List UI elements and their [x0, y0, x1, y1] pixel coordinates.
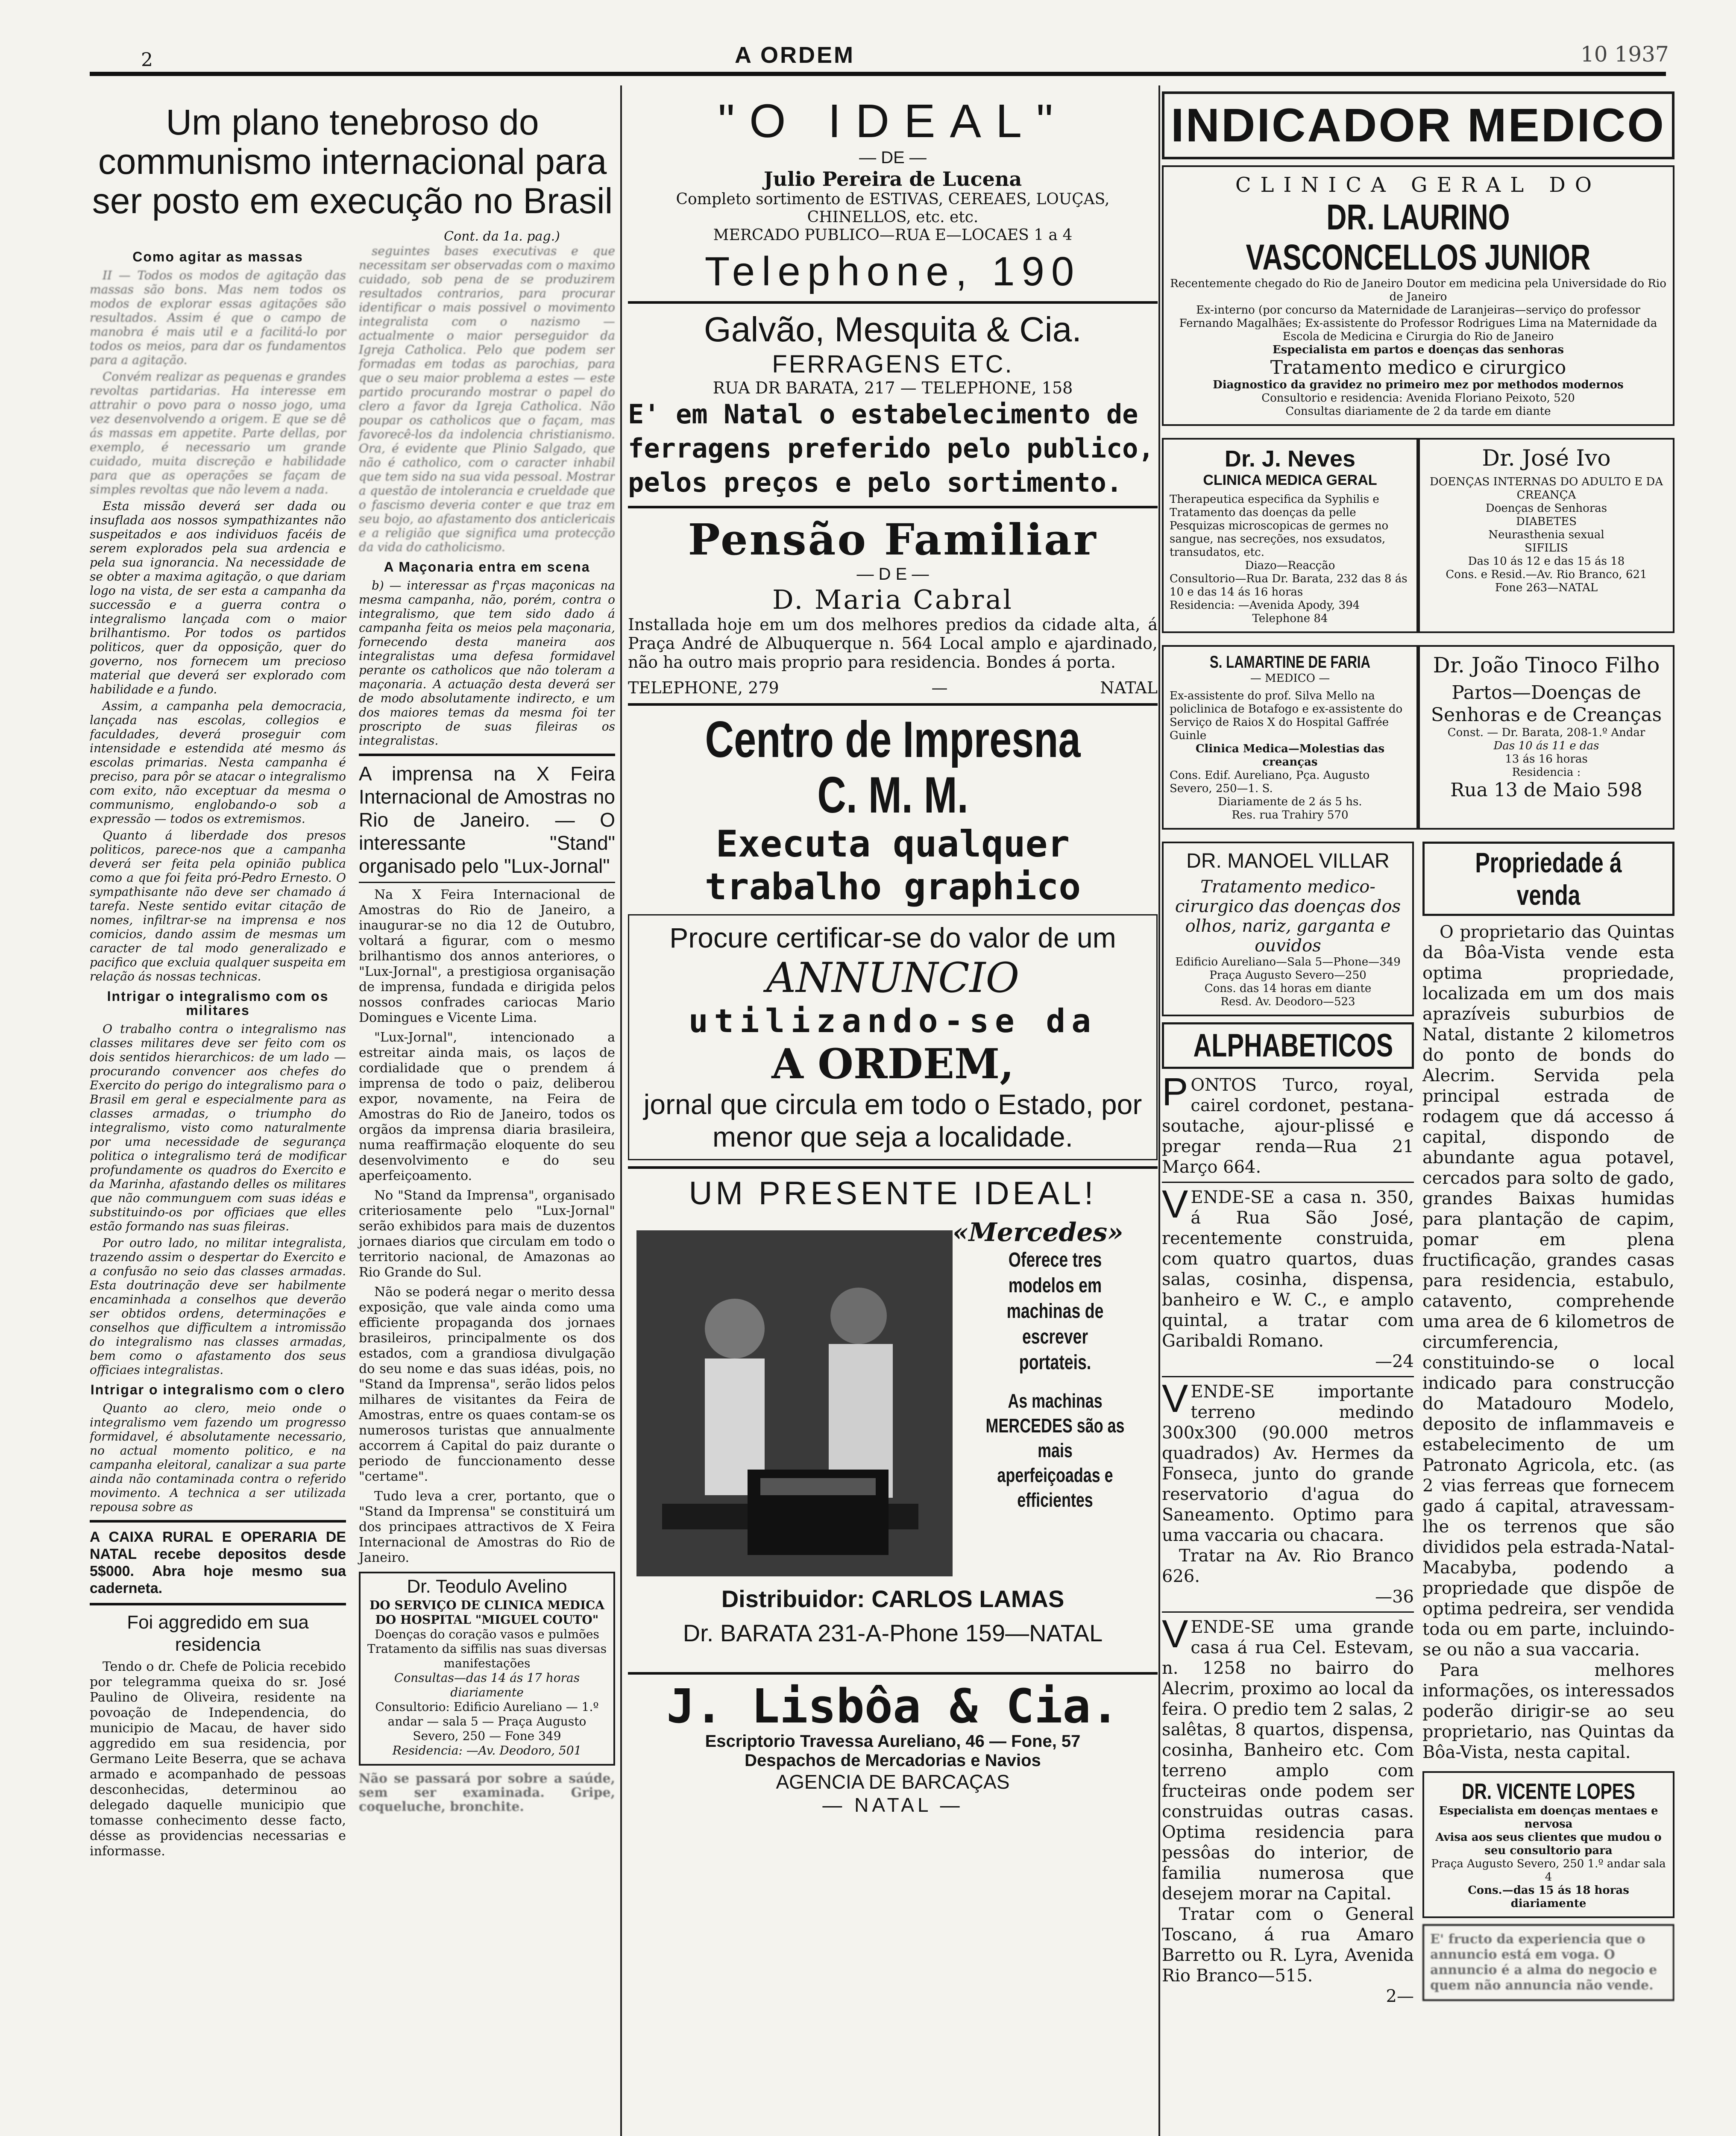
drop-cap: V — [1162, 1612, 1188, 1656]
villar-line: Tratamento medico-cirurgico das doenças dos olhos, nariz, garganta e ouvidos — [1175, 877, 1401, 956]
lisboa-ad — [628, 1681, 1158, 1816]
drop-cap: V — [1162, 1182, 1188, 1226]
classified-text: Tratar na Av. Rio Branco 626. — [1162, 1546, 1414, 1586]
laurino-line: Recentemente chegado do Rio de Janeiro Doutor em medicina pela Universidade do Rio de Janeiro — [1170, 277, 1666, 303]
villar-ad — [1162, 842, 1414, 1016]
classified-number: —24 — [1375, 1352, 1414, 1371]
bottom-notice: Não se passará por sobre a saúde, sem ser examinada. Gripe, coqueluche, bronchite. — [359, 1771, 615, 1814]
ideal-ad-de: — DE — — [859, 148, 927, 167]
ivo-ad — [1418, 438, 1674, 633]
galvao-ad-title: Galvão, Mesquita & Cia. — [704, 310, 1082, 349]
pensao-ad-dash: — — [931, 678, 948, 697]
lisboa-ad-title: J. Lisbôa & Cia. — [666, 1679, 1119, 1734]
caixa-rural-ad: A CAIXA RURAL E OPERARIA DE NATAL recebe depositos desde 5$000. Abra hoje mesmo sua caderneta. — [90, 1529, 346, 1596]
classified-text: ENDE-SE a casa n. 350, á Rua São José, recentemente construida, com quatro quartos, duas salas, cosinha, dispensa, banheiro e W. C., e amplo quintal, a tratar com Garibaldi Romano. — [1162, 1188, 1414, 1351]
lower-right-columns — [1162, 836, 1674, 2007]
article-body — [90, 244, 615, 1862]
mercedes-ad — [628, 1175, 1158, 1666]
neves-line: Diazo—Reacção — [1245, 559, 1335, 572]
article-paragraph: Quanto ao clero, meio onde o integralismo vem fazendo um progresso formidavel, é absolutamente necessario, no actual momento politico, e na campanha eleitoral, canalizar a sua parte ainda não contaminada contra o referido movimento. A technica a ser utilizada repousa sobre as — [90, 1401, 346, 1514]
promo-line: Procure certificar-se do valor de um — [669, 922, 1116, 954]
lopes-line: Praça Augusto Severo, 250 1.º andar sala 4 — [1431, 1857, 1666, 1884]
indicador-title: INDICADOR MEDICO — [1171, 99, 1666, 152]
ad-line: DO SERVIÇO DE CLINICA MEDICA DO HOSPITAL "MIGUEL COUTO" — [369, 1598, 605, 1627]
article-headline: Um plano tenebroso do communismo internacional para ser posto em execução no Brasil — [92, 102, 613, 221]
mercedes-address: Dr. BARATA 231-A-Phone 159—NATAL — [683, 1620, 1103, 1646]
ivo-line: Doenças de Senhoras — [1485, 502, 1607, 515]
ad-line: Residencia: —Av. Deodoro, 501 — [392, 1743, 582, 1758]
pensao-ad-title: Pensão Familiar — [688, 514, 1098, 565]
story-body — [359, 887, 615, 1566]
ad-line: Consultorio: Edificio Aureliano — 1.º andar — sala 5 — Praça Augusto Severo, 250 — Fone 349 — [375, 1700, 599, 1743]
pensao-ad-desc: Installada hoje em um dos melhores predios da cidade alta, á Praça André de Albuquerque n. 564 Local amplo e ajardinado, não ha outro mais proprio para residencia. Bondes á porta. — [628, 615, 1158, 672]
tinoco-line: Rua 13 de Maio 598 — [1450, 779, 1642, 801]
laurino-line: Diagnostico da gravidez no primeiro mez por methodos modernos — [1213, 378, 1624, 391]
mercedes-offer: Oferece tres modelos em machinas de escrever portateis. — [1006, 1249, 1104, 1374]
propriedade-ad — [1422, 922, 1674, 1763]
issue-date: 10 1937 — [1581, 42, 1669, 67]
section-heading: Intrigar o integralismo com o clero — [90, 1382, 346, 1397]
ivo-line: DOENÇAS INTERNAS DO ADULTO E DA CREANÇA — [1429, 475, 1663, 502]
section-heading: Intrigar o integralismo com os militares — [107, 989, 329, 1018]
masthead-rule — [90, 72, 1666, 76]
divider — [90, 1603, 346, 1605]
ivo-name: Dr. José Ivo — [1482, 446, 1611, 471]
mercedes-ad-title: UM PRESENTE IDEAL! — [689, 1175, 1097, 1212]
article-paragraph: seguintes bases executivas e que necessitam ser observadas com o maximo cuidado, sob pena de se produzirem resultados contrarios, para procurar identificar o mais possivel o movimento integralista com o nazismo — actualmente o maior perseguidor da Igreja Catholica. Pelo que podem ser formadas em todas as parochias, para que o seu maior problema a estes — este partido procurando mostrar o papel do clero a favor da Igreja Catholica. Não poupar os catholicos que o façam, mas favorecê-los da indolencia christianismo. Ora, é evidente que Plinio Salgado, que não é catholico, com o caracter inhabil que tem sido na sua vida pessoal. Mostrar a questão de intolerancia e crueldade que o fascismo deveria conter e que traz em seu bojo, ao afastamento dos anticlericais e a religião que significa uma protecção da vida do catholicismo. — [359, 244, 615, 554]
classified-vende-3 — [1162, 1612, 1414, 1904]
pensao-ad-phone: TELEPHONE, 279 — [628, 678, 779, 697]
column-middle — [628, 85, 1158, 2136]
classified-text: Tratar com o General Toscano, á rua Amaro Barretto ou R. Lyra, Avenida Rio Branco—515. — [1162, 1904, 1414, 1986]
story-paragraph: Não se poderá negar o merito dessa exposição, que vale ainda como uma efficiente propaganda dos jornaes brasileiros, principalmente os dos estados, com a grandiosa divulgação do seu nome e das suas idéas, pois, no "Stand da Imprensa", serão lidos pelos milhares de visitantes da Feira de Amostras, entre os quaes contam-se os numerosos turistas que annualmente accorrem á Capital do paiz durante o periodo de funccionamento desse "certame". — [359, 1285, 615, 1484]
mercedes-offer-2: As machinas MERCEDES são as mais aperfeiçoadas e efficientes — [985, 1390, 1125, 1511]
galvao-ad-subtitle: FERRAGENS ETC. — [772, 350, 1014, 378]
article-paragraph: Assim, a campanha pela democracia, lançada nas escolas, collegios e faculdades, deverá proseguir com intensidade e estendida até mesmo ás escolas primarias. Nesta campanha é preciso, para pôr se atacar o integralismo com exito, não exceptuar da mesma o communismo, englobando-o sob a expressão — todos os extremismos. — [90, 699, 346, 826]
column-left — [90, 85, 615, 2136]
classified-text: ENDE-SE importante terreno medindo 300x300 (90.000 metros quadrados) Av. Hermes da Fonseca, junto do grande reservatorio d'agua do Saneamento. Optimo para uma vaccaria ou chacara. — [1162, 1382, 1414, 1545]
classified-number: 2— — [1386, 1986, 1414, 2006]
divider — [628, 703, 1158, 706]
divider — [1162, 1611, 1414, 1613]
divider — [628, 1672, 1158, 1675]
faria-line: Ex-assistente do prof. Silva Mello na policlinica de Botafogo e ex-assistente do Serviço de Raios X do Hospital Gaffrée Guinle — [1170, 690, 1403, 742]
newspaper-title: A ORDEM — [735, 42, 855, 68]
laurino-line: Ex-interno (por concurso da Maternidade de Laranjeiras—serviço do professor Fernando Magalhães; Ex-assistente do Professor Rodrigues Lima na Maternidade da Escola de Medicina e Cirurgia do Rio de Janeiro — [1179, 304, 1657, 343]
villar-line: Resd. Av. Deodoro—523 — [1220, 995, 1355, 1008]
story-headline: A imprensa na X Feira Internacional de Amostras no Rio de Janeiro. — O interessante "Stand" organisado pelo "Lux-Jornal" — [359, 763, 615, 877]
tinoco-line: Residencia : — [1512, 766, 1581, 779]
divider — [628, 301, 1158, 304]
column-right — [1162, 85, 1674, 2136]
divider — [1162, 1376, 1414, 1377]
ad-line: Doenças do coração vasos e pulmões — [375, 1627, 599, 1641]
neves-line: Therapeutica especifica da Syphilis e Tratamento das doenças da pelle Pesquizas microscopicas de germes no sangue, nas secreções, nos exsudatos, transudatos, etc. — [1170, 493, 1389, 559]
faria-line: Cons. Edif. Aureliano, Pça. Augusto Severo, 250—1. S. — [1170, 769, 1370, 795]
divider — [1162, 1182, 1414, 1183]
lower-right-col-b — [1422, 836, 1674, 2007]
story-paragraph: Tudo leva a crer, portanto, que o "Stand da Imprensa" se constituirá um dos principaes attractivos de X Feira Internacional de Amostras do Rio de Janeiro. — [359, 1489, 615, 1565]
masthead — [0, 0, 1736, 73]
promo-annuncio: ANNUNCIO — [766, 954, 1020, 1002]
promo-line: jornal que circula em todo o Estado, por menor que seja a localidade. — [643, 1089, 1142, 1153]
classified-ads — [1162, 1070, 1414, 2007]
mercedes-distributor: Distribuidor: CARLOS LAMAS — [721, 1585, 1064, 1612]
divider — [359, 754, 615, 756]
classified-pontos — [1162, 1070, 1414, 1177]
lopes-line: Avisa aos seus clientes que mudou o seu consultorio para — [1435, 1831, 1662, 1857]
article-paragraph: Quanto á liberdade dos presos politicos, parece-nos que a campanha deverá ser feita pela opinião publica como a que foi feita pró-Pedro Ernesto. O sympathisante não deve ser chamado á tarefa. Neste sentido evitar citação de nomes, infiltrar-se na imprensa e nos comicios, dando assim de mesmas um caracter de tal modo generalizado e pacifico que excluia qualquer suspeita em relação ás nossas technicas. — [90, 828, 346, 983]
typewriter-illustration — [636, 1230, 953, 1576]
ivo-line: Neurasthenia sexual — [1488, 528, 1604, 541]
tinoco-ad — [1418, 645, 1674, 830]
alphabeticos-title: ALPHABETICOS — [1193, 1027, 1393, 1064]
story-paragraph: No "Stand da Imprensa", organisado criteriosamente pelo "Lux-Jornal" serão exhibidos para mais de duzentos jornaes diarios que circulam em todo o territorio nacional, de Amazonas ao Rio Grande do Sul. — [359, 1188, 615, 1280]
article-paragraph: II — Todos os modos de agitação das massas são bons. Mas nem todos os modos de explorar essas agitações são resultados. Assim é que o campo de manobra é mais util e a facilitá-lo por todos os meios, para dar os fundamentos para a agitação. — [90, 268, 346, 367]
ivo-line: DIABETES — [1516, 515, 1577, 528]
divider — [359, 882, 615, 883]
promo-line: utilizando-se da — [688, 1002, 1097, 1040]
laurino-line: Especialista em partos e doenças das senhoras — [1272, 343, 1564, 356]
ideal-ad-desc: Completo sortimento de ESTIVAS, CEREAES, LOUÇAS, CHINELLOS, etc. etc. — [676, 191, 1110, 226]
ivo-line: Cons. e Resid.—Av. Rio Branco, 621 — [1446, 568, 1647, 581]
doctor-ads-row-2 — [1162, 639, 1674, 836]
ivo-line: SIFILIS — [1525, 542, 1568, 555]
classified-vende-1 — [1162, 1182, 1414, 1351]
article-paragraph: Convém realizar as pequenas e grandes revoltas partidarias. Ha interesse em attrahir o povo para o nosso jogo, uma vez desenvolvendo a origem. E que se dê ás massas em appetite. Parte dellas, por exemplo, é necessario um grande cuidado, muita discreção e habilidade para que as operações se façam de simples revoltas que não levem a nada. — [90, 370, 346, 496]
faria-name: S. LAMARTINE DE FARIA — [1209, 653, 1371, 672]
classified-vende-2 — [1162, 1377, 1414, 1546]
article-paragraph: O trabalho contra o integralismo nas classes militares deve ser feito com os dois sentidos hierarchicos: de um lado — procurando convencer aos chefes do Exercito do perigo do integralismo para o Brasil em geral e especialmente para as classes armadas, o triumpho do integralismo, visto como naturalmente por uma necessidade de segurança politica o integralismo terá de modificar profundamente os quadros do Exercito e da Marinha, afastando delles os militares que não communguem com suas idéas e substituindo-os por officiaes que elles estão formando nas suas fileiras. — [90, 1022, 346, 1233]
tinoco-line: Das 10 ás 11 e das — [1493, 739, 1599, 752]
tinoco-line: 13 ás 16 horas — [1505, 753, 1588, 766]
article-subcolumn-left — [90, 244, 346, 1862]
lopes-ad — [1422, 1771, 1674, 1918]
centro-ad-title: Centro de Impresna C. M. M. — [705, 711, 1081, 824]
lisboa-ad-line: Despachos de Mercadorias e Navios — [745, 1751, 1041, 1770]
centro-impresna-ad — [628, 712, 1158, 908]
page-number: 2 — [141, 49, 153, 71]
pensao-ad-de: — D E — — [856, 565, 929, 584]
drop-cap: V — [1162, 1377, 1188, 1420]
column-rule — [1158, 85, 1160, 2136]
annuncio-promo — [628, 914, 1158, 1160]
villar-line: Cons. das 14 horas em diante — [1204, 982, 1372, 995]
faria-line: Diariamente de 2 ás 5 hs. — [1218, 795, 1362, 808]
laurino-ad — [1162, 165, 1674, 426]
lopes-line: Cons.—das 15 ás 18 horas diariamente — [1468, 1884, 1629, 1910]
article-paragraph: Por outro lado, no militar integralista, trazendo assim o despertar do Exercito e a confusão no seio das classes armadas. Esta doutrinação deve ser habilmente encaminhada a conselhos que deverão ser obtidos ordens, determinações e conselhos que difficultem a intromissão do integralismo nas classes armadas, bem como o afastamento dos seus officiaes integralistas. — [90, 1236, 346, 1377]
ad-line: Tratamento da siffilis nas suas diversas manifestações — [367, 1642, 607, 1670]
faria-line: Res. rua Trahiry 570 — [1232, 809, 1349, 822]
classified-text: ENDE-SE uma grande casa á rua Cel. Estevam, n. 1258 no bairro do Alecrim, proximo ao local da feira. O predio tem 2 salas, 2 salêtas, 8 quartos, dispensa, cosinha, Banheiro etc. Com terreno amplo com fructeiras onde podem ser construidas outras casas. Optima residencia para pessôas do interior, de familia numerosa que desejem morar na Capital. — [1162, 1617, 1414, 1904]
ideal-ad-phone: Telephone, 190 — [704, 249, 1081, 294]
neves-name: Dr. J. Neves — [1224, 446, 1356, 472]
neves-line: Telephone 84 — [1252, 612, 1328, 625]
mercedes-brand: «Mercedes» — [953, 1218, 1123, 1247]
pensao-ad-footer — [628, 678, 1158, 697]
laurino-line: Consultorio e residencia: Avenida Floriano Peixoto, 520 — [1261, 392, 1575, 405]
neves-line: Residencia: —Avenida Apody, 394 — [1170, 599, 1360, 612]
faria-ad — [1162, 645, 1418, 830]
divider — [90, 1520, 346, 1523]
typewriter-image — [636, 1230, 953, 1576]
story-paragraph: "Lux-Jornal", intencionado a estreitar ainda mais, os laços de cordialidade que o prendem á imprensa de todo o paiz, deliberou expor, novamente, na Feira de Amostras do Rio de Janeiro, todos os orgãos da imprensa diaria brasileira, numa reaffirmação eloquente do seu desenvolvimento e do seu aperfeiçoamento. — [359, 1030, 615, 1183]
lower-right-col-a — [1162, 836, 1414, 2007]
lisboa-ad-line: Escriptorio Travessa Aureliano, 46 — Fone, 57 — [705, 1732, 1081, 1751]
ideal-ad-address: MERCADO PUBLICO—RUA E—LOCAES 1 a 4 — [713, 226, 1073, 244]
section-heading: Como agitar as massas — [132, 249, 303, 264]
tinoco-name: Dr. João Tinoco Filho — [1433, 653, 1660, 678]
classified-number: —36 — [1375, 1587, 1414, 1607]
laurino-line: Tratamento medico e cirurgico — [1270, 357, 1566, 378]
villar-line: Edificio Aureliano—Sala 5—Phone—349 — [1175, 956, 1401, 968]
galvao-ad-address: RUA DR BARATA, 217 — TELEPHONE, 158 — [713, 378, 1073, 397]
villar-line: Praça Augusto Severo—250 — [1209, 969, 1367, 982]
section-heading: A Maçonaria entra em scena — [384, 559, 590, 575]
article-paragraph: b) — interessar as f'rças maçonicas na mesma campanha, não, porém, contra o integralismo, que tem sido dado á campanha feita os meios pela maçonaria, fornecendo desta maneira aos integralistas uma defesa formidavel perante os catholicos que não toleram a maçonaria. A actuação desta deverá ser de modo absolutamente indirecto, e um dos maiores temas da mesma foi ter proscripto de suas fileiras os integralistas. — [359, 578, 615, 748]
ivo-line: Fone 263—NATAL — [1495, 581, 1598, 594]
pensao-ad-owner: D. Maria Cabral — [772, 584, 1014, 615]
faria-sub: — MEDICO — — [1250, 672, 1330, 685]
centro-ad-slogan: Executa qualquer trabalho graphico — [704, 823, 1081, 908]
villar-name: DR. MANOEL VILLAR — [1186, 850, 1390, 872]
column-rule — [620, 85, 622, 2136]
ivo-line: Das 10 ás 12 e das 15 ás 18 — [1468, 555, 1625, 568]
ideal-ad-title: "O IDEAL" — [718, 95, 1068, 147]
propriedade-banner — [1422, 842, 1674, 916]
ad-line: Consultas—das 14 ás 17 horas diariamente — [394, 1671, 580, 1699]
divider — [628, 506, 1158, 508]
story-paragraph: Na X Feira Internacional de Amostras do Rio de Janeiro, a inaugurar-se no dia 12 de Outubro, voltará a figurar, com o mesmo brilhantismo dos annos anteriores, o "Lux-Jornal", a prestigiosa organisação de imprensa, fundada e dirigida pelos nossos confrades cariocas Mario Domingues e Vicente Lima. — [359, 887, 615, 1025]
lisboa-ad-line: — NATAL — — [822, 1794, 963, 1816]
laurino-name: DR. LAURINO VASCONCELLOS JUNIOR — [1246, 197, 1591, 277]
lopes-line: Especialista em doenças mentaes e nervosa — [1439, 1804, 1658, 1831]
experiencia-notice: E' fructo da experiencia que o annuncio está em voga. O annuncio é a alma do negocio e quem não annuncia não vende. — [1422, 1924, 1674, 2001]
ideal-ad-owner: Julio Pereira de Lucena — [763, 167, 1022, 191]
neves-sub: CLINICA MEDICA GERAL — [1203, 472, 1377, 488]
faria-line: Clinica Medica—Molestias das creanças — [1195, 742, 1385, 769]
ad-title: Dr. Teodulo Avelino — [407, 1576, 567, 1597]
laurino-clinic: CLINICA GERAL DO — [1235, 173, 1601, 197]
propriedade-text: Para melhores informações, os interessados poderão dirigir-se ao seu proprietario, nas Quintas da Bôa-Vista, nesta capital. — [1422, 1661, 1674, 1762]
doctor-ads-row-1 — [1162, 432, 1674, 639]
mercedes-side-text — [965, 1247, 1145, 1512]
alphabeticos-banner — [1162, 1022, 1414, 1069]
neves-line: Consultorio—Rua Dr. Barata, 232 das 8 ás 10 e das 14 ás 16 horas — [1170, 572, 1408, 599]
lisboa-ad-line: AGENCIA DE BARCAÇAS — [776, 1771, 1010, 1793]
article-paragraph: Esta missão deverá ser dada ou insuflada aos nossos sympathizantes não suspeitados e aos individuos facéis de serem explorados pela sua ardencia e pela sua ignorancia. Na necessidade de se obter a maxima agitação, o que dariam logo na vista, de ser esta a campanha da successão e a guerra contra o integralismo lançada com o maior brilhantismo. Por todos os partidos politicos, quer da opposição, quer do governo, nos fornecem um precioso material que deverá ser explorado com habilidade e a fundo. — [90, 499, 346, 696]
laurino-line: Consultas diariamente de 2 da tarde em diante — [1285, 405, 1551, 418]
article-continuation: Cont. da 1a. pag.) — [444, 229, 560, 244]
propriedade-text: O proprietario das Quintas da Bôa-Vista vende esta optima propriedade, localizada em um dos mais aprazíveis suburbios de Natal, distante 2 kilometros do ponto de bonds do Alecrim. Servida pela principal estrada de rodagem que dá accesso á capital, dispondo de abundante agua potavel, cercados para solto de gado, grandes Baixas humidas para plantação de capim, pomar em plena fructificação, grandes casas para residencia, estabulo, catavento, comprehende uma area de 6 kilometros de circumferencia, constituindo-se o local indicado para construcção do Matadouro Modelo, deposito de inflammaveis e estabelecimento de um Patronato Agricola, etc. (as 2 vias ferreas que fornecem gado á capital, atravessam-lhe os terrenos que são divididos pela estrada-Natal-Macabyba, podendo a propriedade que dispõe de optima pedreira, ser vendida toda ou em parte, incluindo-se ou não a sua vaccaria. — [1422, 922, 1674, 1660]
article-subcolumn-right — [359, 244, 615, 1862]
story-paragraph: Tendo o dr. Chefe de Policia recebido por telegramma queixa do sr. José Paulino de Oliveira, residente na povoação de Independencia, do municipio de Macau, de haver sido aggredido em sua residencia, por Germano Leite Beserra, que se achava armado e acompanhado de pessoas desconhecidas, determinou ao delegado daquelle municipio que tomasse conhecimento desse facto, désse as providencias necessarias e informasse. — [90, 1659, 346, 1859]
galvao-ad-slogan: E' em Natal o estabelecimento de ferragens preferido pelo publico, pelos preços e pelo sortimento. — [628, 399, 1154, 498]
promo-ordem: A ORDEM, — [771, 1040, 1014, 1088]
tinoco-line: Partos—Doenças de Senhoras e de Creanças — [1431, 682, 1662, 726]
pensao-ad-city: NATAL — [1100, 678, 1158, 697]
classified-text: ONTOS Turco, royal, cairel cordonet, pestana-soutache, ajour-plissé e pregar renda—Rua 21 Março 664. — [1162, 1075, 1414, 1177]
divider — [628, 1166, 1158, 1169]
lopes-name: DR. VICENTE LOPES — [1462, 1779, 1635, 1804]
drop-cap: P — [1162, 1070, 1188, 1114]
teodulo-ad — [359, 1572, 615, 1766]
tinoco-line: Const. — Dr. Barata, 208-1.º Andar — [1447, 726, 1645, 739]
indicador-medico-banner — [1162, 91, 1674, 159]
story-headline: Foi aggredido em sua residencia — [127, 1612, 309, 1655]
neves-ad — [1162, 438, 1418, 633]
propriedade-title: Propriedade á venda — [1475, 847, 1622, 911]
